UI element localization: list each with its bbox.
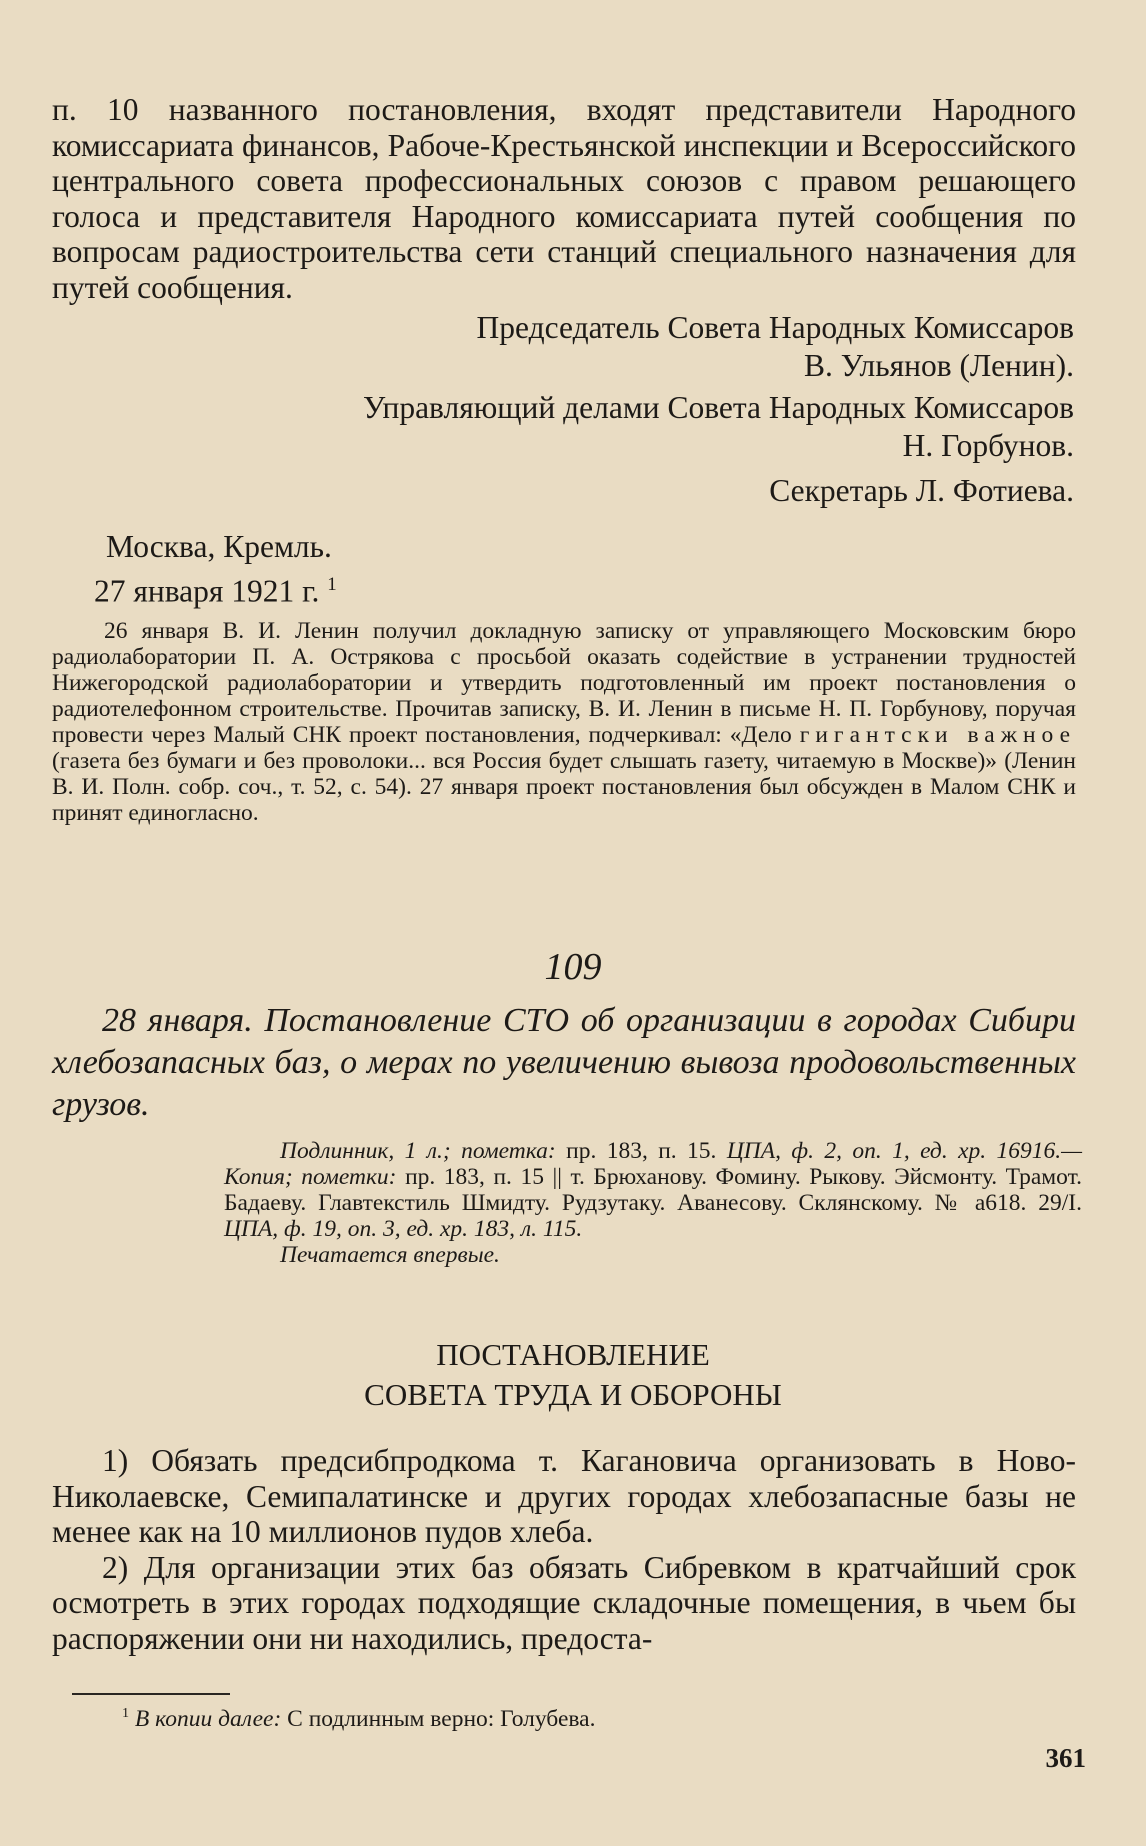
date-footnote-mark: 1 [327, 574, 337, 595]
signature-chairman-name: В. Ульянов (Ленин). [804, 348, 1074, 383]
document-number: 109 [544, 946, 602, 988]
place-and-date [94, 528, 337, 611]
footnote-text: С подлинным верно: Голубева. [287, 1705, 596, 1732]
editorial-note-emphasis: гигантски важное [799, 722, 1077, 748]
resolution-heading-line1: ПОСТАНОВЛЕНИЕ [436, 1337, 710, 1372]
signature-chairman-title: Председатель Совета Народных Комиссаров [476, 310, 1074, 345]
document-title-block [52, 1000, 1076, 1126]
editorial-note-part2: (газета без бумаги и без проволоки... вся Россия будет слышать газету, читаемую в Москве)» (Ленин В. И. Полн. собр. соч., т. 52, с. 54). 27 января проект постановления был обсужден в Малом СНК и принят единогласно. [52, 748, 1076, 826]
page-number: 361 [1045, 1743, 1086, 1773]
editorial-note-block [52, 618, 1076, 826]
place: Москва, Кремль. [106, 529, 332, 564]
printed-first-note: Печатается впервые. [280, 1242, 500, 1268]
archival-source [224, 1138, 1082, 1268]
editorial-note-part1: 26 января В. И. Ленин получил докладную записку от управляющего Московским бюро радиолаборатории П. А. Острякова с просьбой оказать содействие в устранении трудностей Нижегородской радиолаборатории и утвердить подготовленный им проект постановления о радиотелефонном строительстве. Прочитав записку, В. И. Ленин в письме Н. П. Горбунову, поручая провести через Малый СНК проект постановления, подчеркивал: «Дело [52, 618, 1076, 748]
source-archive-ref: ЦПА, ф. 19, оп. 3, ед. хр. 183, л. 115. [224, 1216, 583, 1242]
date: 27 января 1921 г. [94, 573, 320, 609]
signature-manager [363, 389, 1074, 465]
source-archive-copy: ЦПА, ф. 2, оп. 1, ед. хр. 16916.— Копия; пометки: [224, 1138, 1083, 1190]
footnote [122, 1698, 595, 1734]
source-copy-marks: пр. 183, п. 15 || т. Брюханову. Фомину. Рыкову. Эйсмонту. Трамот. Бадаеву. Главтекстиль Шмидту. Рудзутаку. Аванесову. Склянскому. № а618. 29/I. [224, 1164, 1082, 1216]
date-line [94, 566, 337, 611]
top-paragraph: п. 10 названного постановления, входят представители Народного комиссариата финансов, Рабоче-Крестьянской инспекции и Всероссийского центрального совета профессиональных союзов с правом решающего голоса и представителя Народного комиссариата путей сообщения по вопросам радиостроительства сети станций специального назначения для путей сообщения. [52, 92, 1076, 305]
resolution-paragraph-2: 2) Для организации этих баз обязать Сибревком в кратчайший срок осмотреть в этих городах подходящие складочные помещения, в чьем бы распоряжении они ни находились, предоста- [52, 1549, 1076, 1656]
signature-manager-name: Н. Горбунов. [902, 428, 1074, 463]
signature-secretary: Секретарь Л. Фотиева. [769, 473, 1074, 508]
footnote-italic: В копии далее: [134, 1705, 282, 1732]
document-title: 28 января. Постановление СТО об организации в городах Сибири хлебозапасных баз, о мерах по увеличению вывоза продовольственных грузов. [52, 1002, 1076, 1123]
resolution-body [52, 1443, 1076, 1656]
top-paragraph-block [52, 92, 1076, 305]
footnote-divider [72, 1693, 230, 1695]
archival-source-text [224, 1138, 1082, 1242]
resolution-heading [0, 1335, 1146, 1415]
source-original-mark: пр. 183, п. 15. [566, 1138, 717, 1164]
editorial-note [52, 618, 1076, 826]
resolution-paragraph-1: 1) Обязать предсибпродкома т. Кагановича организовать в Ново-Николаевске, Семипалатинске и других городах хлебозапасные базы не менее как на 10 миллионов пудов хлеба. [52, 1443, 1076, 1549]
footnote-mark: 1 [122, 1705, 130, 1721]
resolution-heading-line2: СОВЕТА ТРУДА И ОБОРОНЫ [364, 1377, 782, 1412]
signature-manager-title: Управляющий делами Совета Народных Комиссаров [362, 390, 1074, 425]
signature-chairman [477, 309, 1074, 385]
source-original: Подлинник, 1 л.; пометка: [280, 1138, 556, 1164]
